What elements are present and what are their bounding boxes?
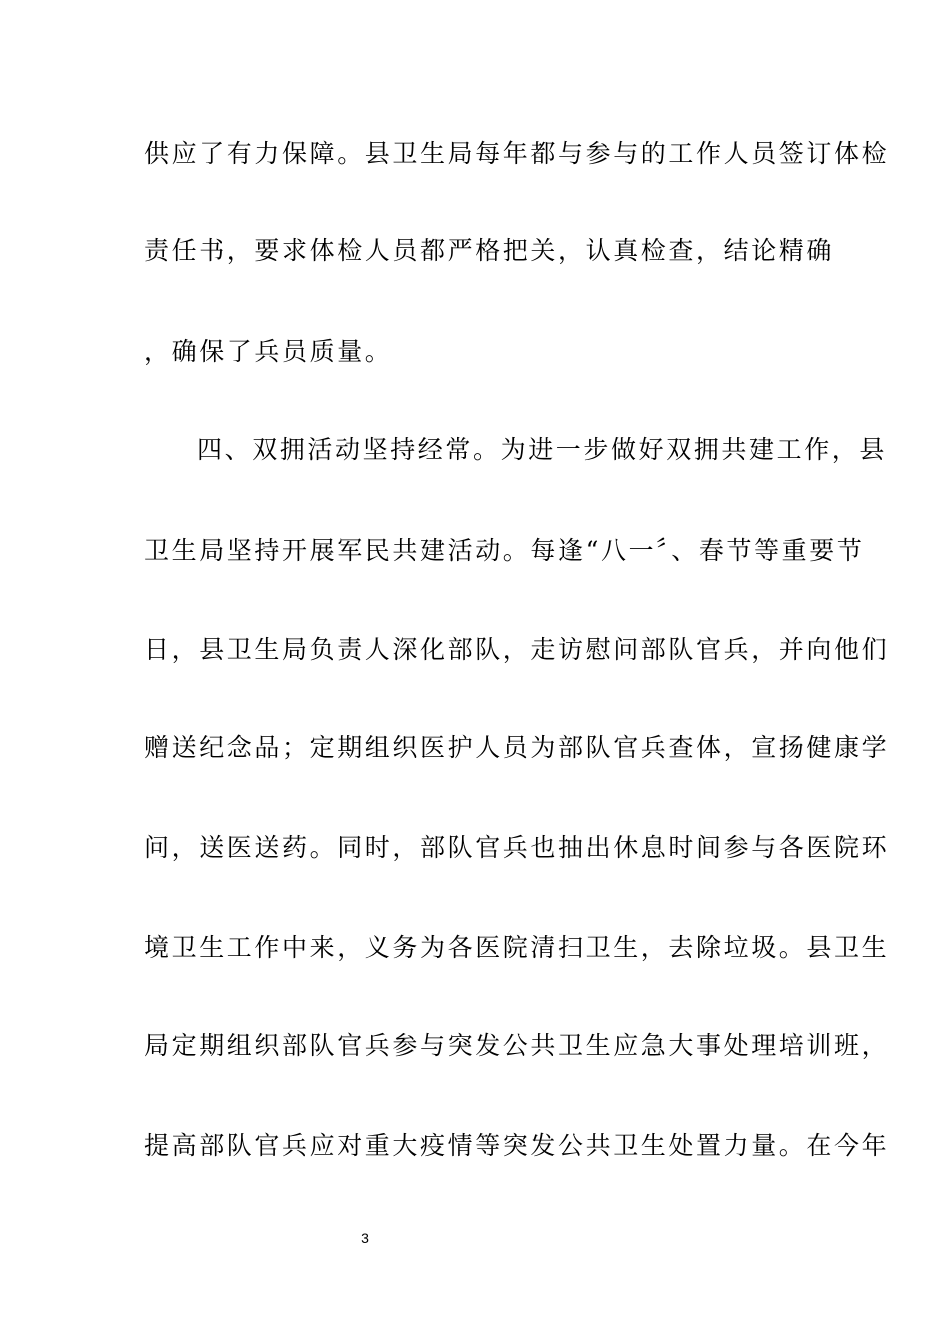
text-line-8: 问，送医送药。同时，部队官兵也抽出休息时间参与各医院环 xyxy=(144,833,890,862)
text-line-5: 卫生局坚持开展军民共建活动。每逢“八一〞、春节等重要节 xyxy=(144,536,865,565)
text-line-7: 赠送纪念品；定期组织医护人员为部队官兵查体，宣扬健康学 xyxy=(144,733,890,762)
text-line-2: 责任书，要求体检人员都严格把关，认真检查，结论精确 xyxy=(144,236,835,265)
text-line-11: 提高部队官兵应对重大疫情等突发公共卫生处置力量。在今年 xyxy=(144,1131,890,1160)
page-number: 3 xyxy=(361,1230,369,1246)
text-line-10: 局定期组织部队官兵参与突发公共卫生应急大事处理培训班， xyxy=(144,1031,890,1060)
text-line-3: ，确保了兵员质量。 xyxy=(144,337,393,366)
text-line-9: 境卫生工作中来，义务为各医院清扫卫生，去除垃圾。县卫生 xyxy=(144,933,890,962)
text-line-6: 日，县卫生局负责人深化部队，走访慰问部队官兵，并向他们 xyxy=(144,635,890,664)
text-line-1: 供应了有力保障。县卫生局每年都与参与的工作人员签订体检 xyxy=(144,139,890,168)
paragraph-start-line: 四、双拥活动坚持经常。为进一步做好双拥共建工作，县 xyxy=(197,435,888,464)
